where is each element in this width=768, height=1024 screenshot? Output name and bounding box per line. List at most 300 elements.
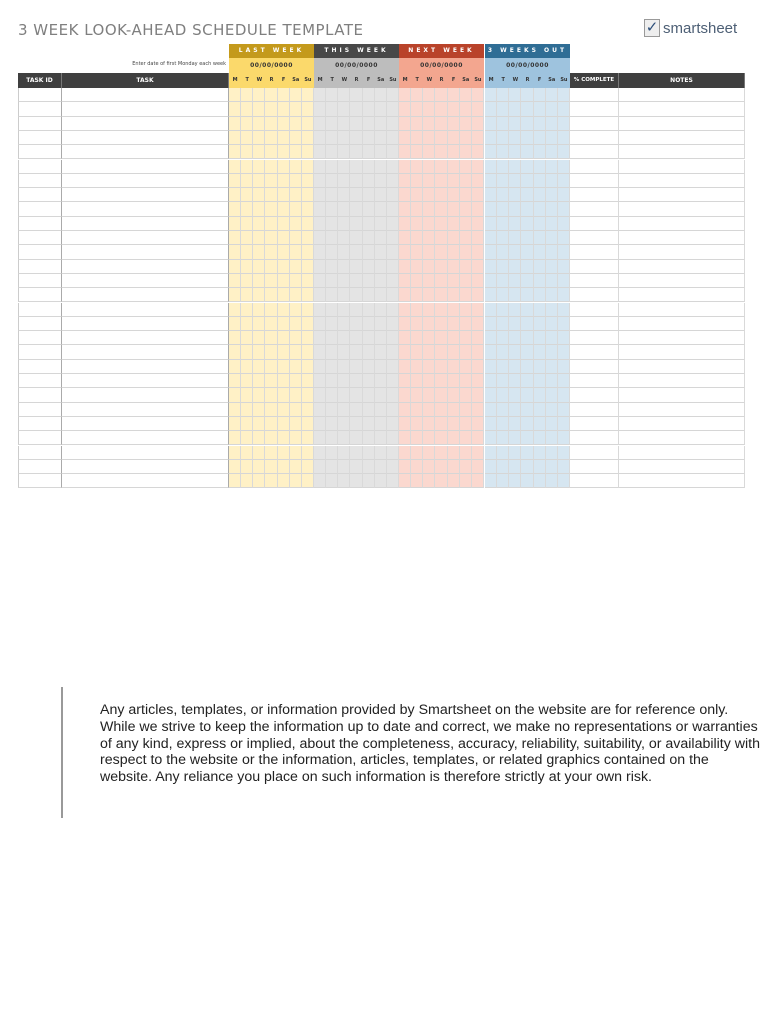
day-cell[interactable] bbox=[558, 388, 570, 402]
day-cell[interactable] bbox=[521, 88, 533, 102]
day-cell[interactable] bbox=[375, 388, 387, 402]
day-cell[interactable] bbox=[229, 274, 241, 288]
day-cell[interactable] bbox=[253, 374, 265, 388]
percent-complete-cell[interactable] bbox=[570, 145, 619, 159]
day-cell[interactable] bbox=[534, 202, 546, 216]
day-cell[interactable] bbox=[265, 117, 277, 131]
day-cell[interactable] bbox=[558, 188, 570, 202]
day-cell[interactable] bbox=[326, 446, 338, 460]
day-cell[interactable] bbox=[411, 288, 423, 302]
day-cell[interactable] bbox=[363, 417, 375, 431]
day-cell[interactable] bbox=[460, 160, 472, 174]
day-cell[interactable] bbox=[521, 231, 533, 245]
day-cell[interactable] bbox=[265, 245, 277, 259]
day-cell[interactable] bbox=[435, 360, 447, 374]
day-cell[interactable] bbox=[290, 331, 302, 345]
day-cell[interactable] bbox=[265, 274, 277, 288]
day-cell[interactable] bbox=[253, 231, 265, 245]
day-cell[interactable] bbox=[229, 446, 241, 460]
day-cell[interactable] bbox=[448, 474, 460, 488]
day-cell[interactable] bbox=[472, 145, 484, 159]
day-cell[interactable] bbox=[253, 131, 265, 145]
day-cell[interactable] bbox=[411, 188, 423, 202]
day-cell[interactable] bbox=[534, 217, 546, 231]
day-cell[interactable] bbox=[448, 188, 460, 202]
day-cell[interactable] bbox=[314, 345, 326, 359]
day-cell[interactable] bbox=[290, 460, 302, 474]
day-cell[interactable] bbox=[253, 403, 265, 417]
day-cell[interactable] bbox=[448, 274, 460, 288]
task-id-cell[interactable] bbox=[18, 102, 62, 116]
task-id-cell[interactable] bbox=[18, 145, 62, 159]
notes-cell[interactable] bbox=[619, 474, 745, 488]
day-cell[interactable] bbox=[448, 303, 460, 317]
day-cell[interactable] bbox=[314, 331, 326, 345]
day-cell[interactable] bbox=[558, 431, 570, 445]
day-cell[interactable] bbox=[350, 188, 362, 202]
day-cell[interactable] bbox=[509, 202, 521, 216]
day-cell[interactable] bbox=[423, 474, 435, 488]
day-cell[interactable] bbox=[290, 317, 302, 331]
day-cell[interactable] bbox=[448, 431, 460, 445]
day-cell[interactable] bbox=[435, 202, 447, 216]
day-cell[interactable] bbox=[229, 88, 241, 102]
day-cell[interactable] bbox=[253, 274, 265, 288]
day-cell[interactable] bbox=[460, 102, 472, 116]
day-cell[interactable] bbox=[290, 202, 302, 216]
day-cell[interactable] bbox=[326, 388, 338, 402]
day-cell[interactable] bbox=[241, 474, 253, 488]
day-cell[interactable] bbox=[399, 202, 411, 216]
day-cell[interactable] bbox=[350, 88, 362, 102]
day-cell[interactable] bbox=[423, 188, 435, 202]
day-cell[interactable] bbox=[497, 131, 509, 145]
day-cell[interactable] bbox=[485, 145, 497, 159]
day-cell[interactable] bbox=[411, 303, 423, 317]
day-cell[interactable] bbox=[558, 231, 570, 245]
day-cell[interactable] bbox=[265, 345, 277, 359]
day-cell[interactable] bbox=[387, 446, 399, 460]
day-cell[interactable] bbox=[411, 446, 423, 460]
day-cell[interactable] bbox=[435, 303, 447, 317]
day-cell[interactable] bbox=[387, 317, 399, 331]
day-cell[interactable] bbox=[290, 260, 302, 274]
day-cell[interactable] bbox=[423, 360, 435, 374]
day-cell[interactable] bbox=[326, 102, 338, 116]
day-cell[interactable] bbox=[399, 374, 411, 388]
percent-complete-cell[interactable] bbox=[570, 345, 619, 359]
day-cell[interactable] bbox=[375, 88, 387, 102]
day-cell[interactable] bbox=[229, 188, 241, 202]
day-cell[interactable] bbox=[290, 388, 302, 402]
day-cell[interactable] bbox=[375, 345, 387, 359]
day-cell[interactable] bbox=[435, 446, 447, 460]
day-cell[interactable] bbox=[350, 446, 362, 460]
day-cell[interactable] bbox=[460, 117, 472, 131]
day-cell[interactable] bbox=[338, 174, 350, 188]
week-date[interactable]: 00/00/0000 bbox=[314, 58, 399, 73]
day-cell[interactable] bbox=[229, 160, 241, 174]
day-cell[interactable] bbox=[521, 374, 533, 388]
notes-cell[interactable] bbox=[619, 288, 745, 302]
day-cell[interactable] bbox=[387, 345, 399, 359]
day-cell[interactable] bbox=[338, 145, 350, 159]
day-cell[interactable] bbox=[265, 260, 277, 274]
day-cell[interactable] bbox=[509, 102, 521, 116]
day-cell[interactable] bbox=[375, 303, 387, 317]
notes-cell[interactable] bbox=[619, 431, 745, 445]
day-cell[interactable] bbox=[423, 217, 435, 231]
day-cell[interactable] bbox=[265, 174, 277, 188]
day-cell[interactable] bbox=[278, 417, 290, 431]
day-cell[interactable] bbox=[546, 345, 558, 359]
day-cell[interactable] bbox=[448, 403, 460, 417]
day-cell[interactable] bbox=[497, 202, 509, 216]
task-id-cell[interactable] bbox=[18, 417, 62, 431]
day-cell[interactable] bbox=[375, 403, 387, 417]
day-cell[interactable] bbox=[314, 274, 326, 288]
day-cell[interactable] bbox=[338, 188, 350, 202]
day-cell[interactable] bbox=[509, 417, 521, 431]
day-cell[interactable] bbox=[253, 217, 265, 231]
day-cell[interactable] bbox=[411, 245, 423, 259]
notes-cell[interactable] bbox=[619, 417, 745, 431]
day-cell[interactable] bbox=[387, 217, 399, 231]
day-cell[interactable] bbox=[435, 331, 447, 345]
day-cell[interactable] bbox=[534, 274, 546, 288]
day-cell[interactable] bbox=[546, 317, 558, 331]
day-cell[interactable] bbox=[265, 417, 277, 431]
day-cell[interactable] bbox=[375, 360, 387, 374]
day-cell[interactable] bbox=[423, 88, 435, 102]
day-cell[interactable] bbox=[387, 245, 399, 259]
day-cell[interactable] bbox=[363, 231, 375, 245]
day-cell[interactable] bbox=[558, 117, 570, 131]
day-cell[interactable] bbox=[435, 217, 447, 231]
day-cell[interactable] bbox=[253, 460, 265, 474]
day-cell[interactable] bbox=[534, 245, 546, 259]
task-cell[interactable] bbox=[62, 331, 229, 345]
day-cell[interactable] bbox=[253, 388, 265, 402]
day-cell[interactable] bbox=[338, 245, 350, 259]
day-cell[interactable] bbox=[290, 403, 302, 417]
day-cell[interactable] bbox=[229, 388, 241, 402]
day-cell[interactable] bbox=[363, 188, 375, 202]
day-cell[interactable] bbox=[375, 188, 387, 202]
day-cell[interactable] bbox=[375, 117, 387, 131]
day-cell[interactable] bbox=[241, 388, 253, 402]
task-cell[interactable] bbox=[62, 145, 229, 159]
day-cell[interactable] bbox=[363, 474, 375, 488]
day-cell[interactable] bbox=[278, 331, 290, 345]
day-cell[interactable] bbox=[497, 446, 509, 460]
day-cell[interactable] bbox=[448, 245, 460, 259]
day-cell[interactable] bbox=[460, 417, 472, 431]
day-cell[interactable] bbox=[387, 231, 399, 245]
day-cell[interactable] bbox=[521, 217, 533, 231]
day-cell[interactable] bbox=[558, 460, 570, 474]
day-cell[interactable] bbox=[338, 431, 350, 445]
day-cell[interactable] bbox=[448, 460, 460, 474]
day-cell[interactable] bbox=[265, 231, 277, 245]
day-cell[interactable] bbox=[435, 417, 447, 431]
day-cell[interactable] bbox=[521, 331, 533, 345]
day-cell[interactable] bbox=[387, 188, 399, 202]
day-cell[interactable] bbox=[302, 417, 314, 431]
day-cell[interactable] bbox=[302, 131, 314, 145]
day-cell[interactable] bbox=[534, 288, 546, 302]
day-cell[interactable] bbox=[229, 374, 241, 388]
day-cell[interactable] bbox=[387, 374, 399, 388]
day-cell[interactable] bbox=[314, 174, 326, 188]
day-cell[interactable] bbox=[411, 117, 423, 131]
day-cell[interactable] bbox=[302, 102, 314, 116]
day-cell[interactable] bbox=[278, 260, 290, 274]
day-cell[interactable] bbox=[435, 160, 447, 174]
day-cell[interactable] bbox=[509, 131, 521, 145]
day-cell[interactable] bbox=[265, 188, 277, 202]
day-cell[interactable] bbox=[290, 88, 302, 102]
day-cell[interactable] bbox=[485, 303, 497, 317]
day-cell[interactable] bbox=[521, 474, 533, 488]
day-cell[interactable] bbox=[423, 446, 435, 460]
day-cell[interactable] bbox=[411, 260, 423, 274]
day-cell[interactable] bbox=[534, 260, 546, 274]
day-cell[interactable] bbox=[241, 217, 253, 231]
day-cell[interactable] bbox=[314, 102, 326, 116]
day-cell[interactable] bbox=[326, 417, 338, 431]
day-cell[interactable] bbox=[253, 88, 265, 102]
task-id-cell[interactable] bbox=[18, 117, 62, 131]
task-id-cell[interactable] bbox=[18, 231, 62, 245]
day-cell[interactable] bbox=[229, 145, 241, 159]
day-cell[interactable] bbox=[387, 474, 399, 488]
day-cell[interactable] bbox=[229, 460, 241, 474]
day-cell[interactable] bbox=[546, 117, 558, 131]
day-cell[interactable] bbox=[497, 331, 509, 345]
day-cell[interactable] bbox=[399, 417, 411, 431]
day-cell[interactable] bbox=[472, 431, 484, 445]
task-id-cell[interactable] bbox=[18, 360, 62, 374]
day-cell[interactable] bbox=[399, 331, 411, 345]
day-cell[interactable] bbox=[534, 131, 546, 145]
day-cell[interactable] bbox=[290, 131, 302, 145]
day-cell[interactable] bbox=[558, 417, 570, 431]
day-cell[interactable] bbox=[229, 303, 241, 317]
day-cell[interactable] bbox=[472, 88, 484, 102]
task-id-cell[interactable] bbox=[18, 345, 62, 359]
task-cell[interactable] bbox=[62, 374, 229, 388]
notes-cell[interactable] bbox=[619, 231, 745, 245]
day-cell[interactable] bbox=[363, 260, 375, 274]
day-cell[interactable] bbox=[435, 131, 447, 145]
day-cell[interactable] bbox=[546, 217, 558, 231]
day-cell[interactable] bbox=[509, 431, 521, 445]
day-cell[interactable] bbox=[302, 145, 314, 159]
day-cell[interactable] bbox=[460, 131, 472, 145]
day-cell[interactable] bbox=[460, 260, 472, 274]
day-cell[interactable] bbox=[326, 317, 338, 331]
day-cell[interactable] bbox=[509, 174, 521, 188]
day-cell[interactable] bbox=[411, 145, 423, 159]
day-cell[interactable] bbox=[460, 145, 472, 159]
day-cell[interactable] bbox=[448, 117, 460, 131]
day-cell[interactable] bbox=[290, 174, 302, 188]
task-cell[interactable] bbox=[62, 160, 229, 174]
task-cell[interactable] bbox=[62, 260, 229, 274]
day-cell[interactable] bbox=[411, 474, 423, 488]
task-cell[interactable] bbox=[62, 131, 229, 145]
day-cell[interactable] bbox=[375, 431, 387, 445]
day-cell[interactable] bbox=[460, 374, 472, 388]
day-cell[interactable] bbox=[558, 317, 570, 331]
day-cell[interactable] bbox=[509, 145, 521, 159]
day-cell[interactable] bbox=[435, 345, 447, 359]
day-cell[interactable] bbox=[534, 431, 546, 445]
day-cell[interactable] bbox=[253, 474, 265, 488]
day-cell[interactable] bbox=[521, 260, 533, 274]
day-cell[interactable] bbox=[558, 174, 570, 188]
day-cell[interactable] bbox=[253, 188, 265, 202]
day-cell[interactable] bbox=[326, 403, 338, 417]
day-cell[interactable] bbox=[241, 303, 253, 317]
day-cell[interactable] bbox=[229, 245, 241, 259]
day-cell[interactable] bbox=[472, 360, 484, 374]
day-cell[interactable] bbox=[290, 102, 302, 116]
day-cell[interactable] bbox=[558, 474, 570, 488]
day-cell[interactable] bbox=[241, 160, 253, 174]
task-cell[interactable] bbox=[62, 446, 229, 460]
day-cell[interactable] bbox=[423, 403, 435, 417]
day-cell[interactable] bbox=[423, 102, 435, 116]
day-cell[interactable] bbox=[485, 288, 497, 302]
day-cell[interactable] bbox=[411, 317, 423, 331]
day-cell[interactable] bbox=[253, 145, 265, 159]
day-cell[interactable] bbox=[497, 88, 509, 102]
day-cell[interactable] bbox=[509, 403, 521, 417]
day-cell[interactable] bbox=[326, 474, 338, 488]
day-cell[interactable] bbox=[485, 131, 497, 145]
notes-cell[interactable] bbox=[619, 446, 745, 460]
day-cell[interactable] bbox=[411, 460, 423, 474]
day-cell[interactable] bbox=[265, 331, 277, 345]
day-cell[interactable] bbox=[302, 360, 314, 374]
day-cell[interactable] bbox=[521, 174, 533, 188]
day-cell[interactable] bbox=[253, 431, 265, 445]
day-cell[interactable] bbox=[460, 288, 472, 302]
day-cell[interactable] bbox=[497, 160, 509, 174]
day-cell[interactable] bbox=[399, 446, 411, 460]
day-cell[interactable] bbox=[485, 102, 497, 116]
day-cell[interactable] bbox=[423, 331, 435, 345]
day-cell[interactable] bbox=[472, 245, 484, 259]
day-cell[interactable] bbox=[302, 345, 314, 359]
day-cell[interactable] bbox=[338, 102, 350, 116]
day-cell[interactable] bbox=[350, 360, 362, 374]
day-cell[interactable] bbox=[302, 303, 314, 317]
day-cell[interactable] bbox=[314, 460, 326, 474]
day-cell[interactable] bbox=[253, 417, 265, 431]
day-cell[interactable] bbox=[387, 303, 399, 317]
day-cell[interactable] bbox=[558, 360, 570, 374]
day-cell[interactable] bbox=[326, 460, 338, 474]
day-cell[interactable] bbox=[241, 360, 253, 374]
day-cell[interactable] bbox=[460, 388, 472, 402]
task-cell[interactable] bbox=[62, 388, 229, 402]
day-cell[interactable] bbox=[435, 188, 447, 202]
day-cell[interactable] bbox=[363, 174, 375, 188]
day-cell[interactable] bbox=[546, 102, 558, 116]
day-cell[interactable] bbox=[460, 317, 472, 331]
day-cell[interactable] bbox=[265, 317, 277, 331]
day-cell[interactable] bbox=[497, 417, 509, 431]
day-cell[interactable] bbox=[278, 188, 290, 202]
day-cell[interactable] bbox=[411, 88, 423, 102]
day-cell[interactable] bbox=[534, 102, 546, 116]
day-cell[interactable] bbox=[338, 303, 350, 317]
day-cell[interactable] bbox=[558, 403, 570, 417]
day-cell[interactable] bbox=[314, 303, 326, 317]
task-cell[interactable] bbox=[62, 303, 229, 317]
day-cell[interactable] bbox=[509, 331, 521, 345]
day-cell[interactable] bbox=[460, 188, 472, 202]
day-cell[interactable] bbox=[423, 417, 435, 431]
day-cell[interactable] bbox=[534, 174, 546, 188]
day-cell[interactable] bbox=[435, 374, 447, 388]
day-cell[interactable] bbox=[497, 231, 509, 245]
day-cell[interactable] bbox=[485, 360, 497, 374]
day-cell[interactable] bbox=[546, 288, 558, 302]
day-cell[interactable] bbox=[326, 331, 338, 345]
day-cell[interactable] bbox=[485, 388, 497, 402]
day-cell[interactable] bbox=[278, 174, 290, 188]
day-cell[interactable] bbox=[387, 388, 399, 402]
day-cell[interactable] bbox=[229, 403, 241, 417]
day-cell[interactable] bbox=[314, 474, 326, 488]
day-cell[interactable] bbox=[485, 274, 497, 288]
day-cell[interactable] bbox=[546, 460, 558, 474]
notes-cell[interactable] bbox=[619, 202, 745, 216]
day-cell[interactable] bbox=[241, 431, 253, 445]
day-cell[interactable] bbox=[448, 160, 460, 174]
day-cell[interactable] bbox=[350, 231, 362, 245]
day-cell[interactable] bbox=[302, 317, 314, 331]
day-cell[interactable] bbox=[302, 231, 314, 245]
day-cell[interactable] bbox=[521, 288, 533, 302]
day-cell[interactable] bbox=[326, 303, 338, 317]
day-cell[interactable] bbox=[558, 274, 570, 288]
percent-complete-cell[interactable] bbox=[570, 403, 619, 417]
day-cell[interactable] bbox=[338, 446, 350, 460]
day-cell[interactable] bbox=[411, 231, 423, 245]
day-cell[interactable] bbox=[399, 317, 411, 331]
day-cell[interactable] bbox=[314, 117, 326, 131]
day-cell[interactable] bbox=[229, 102, 241, 116]
day-cell[interactable] bbox=[265, 217, 277, 231]
day-cell[interactable] bbox=[302, 374, 314, 388]
day-cell[interactable] bbox=[558, 102, 570, 116]
day-cell[interactable] bbox=[338, 274, 350, 288]
day-cell[interactable] bbox=[472, 331, 484, 345]
day-cell[interactable] bbox=[472, 131, 484, 145]
day-cell[interactable] bbox=[411, 388, 423, 402]
day-cell[interactable] bbox=[350, 303, 362, 317]
day-cell[interactable] bbox=[350, 117, 362, 131]
day-cell[interactable] bbox=[350, 417, 362, 431]
day-cell[interactable] bbox=[363, 145, 375, 159]
day-cell[interactable] bbox=[338, 417, 350, 431]
percent-complete-cell[interactable] bbox=[570, 274, 619, 288]
